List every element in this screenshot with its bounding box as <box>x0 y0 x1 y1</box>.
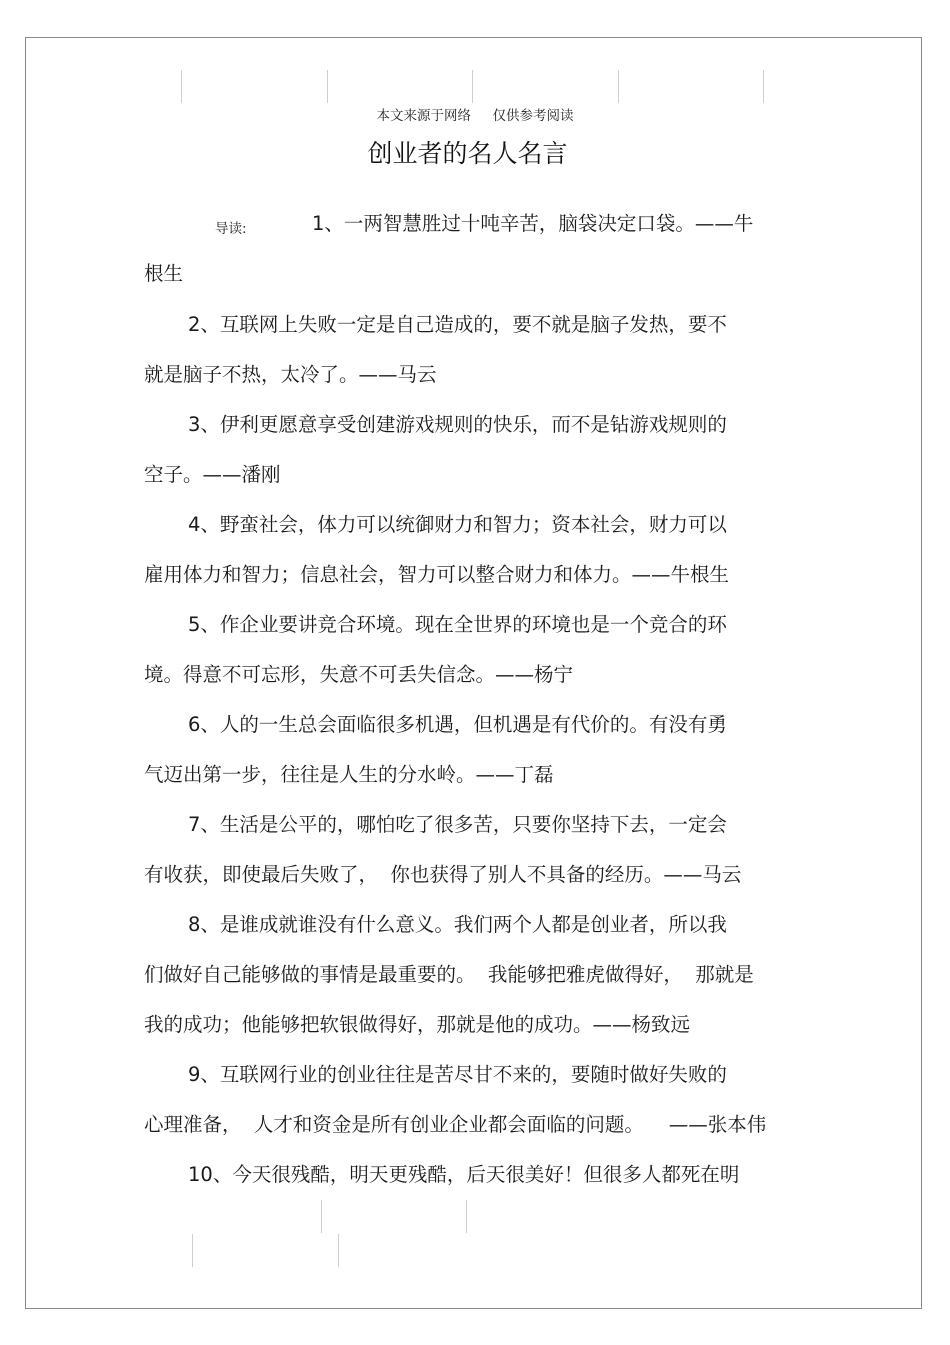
body-line: 10、今天很残酷，明天更残酷，后天很美好！但很多人都死在明 <box>188 1163 740 1186</box>
source-note: 本文来源于网络 仅供参考阅读 <box>376 108 574 124</box>
body-line: 5、作企业要讲竞合环境。现在全世界的环境也是一个竞合的环 <box>188 613 727 636</box>
body-line: 就是脑子不热，太冷了。——马云 <box>144 363 437 386</box>
body-line: 空子。——潘刚 <box>144 463 281 486</box>
body-line: 们做好自己能够做的事情是最重要的。 我能够把雅虎做得好， 那就是 <box>144 963 754 986</box>
top-tick-mark <box>472 70 473 103</box>
bottom-tick-mark <box>192 1234 193 1267</box>
body-line: 有收获，即使最后失败了， 你也获得了别人不具备的经历。——马云 <box>144 863 742 886</box>
top-tick-mark <box>181 70 182 103</box>
body-line: 9、互联网行业的创业往往是苦尽甘不来的，要随时做好失败的 <box>188 1063 727 1086</box>
body-line: 心理准备， 人才和资金是所有创业企业都会面临的问题。 ——张本伟 <box>144 1113 767 1136</box>
body-line: 4、野蛮社会，体力可以统御财力和智力；资本社会，财力可以 <box>188 513 727 536</box>
body-line: 1、一两智慧胜过十吨辛苦，脑袋决定口袋。——牛 <box>312 212 754 235</box>
intro-label: 导读: <box>215 221 247 237</box>
body-line: 6、人的一生总会面临很多机遇，但机遇是有代价的。有没有勇 <box>188 713 727 736</box>
top-tick-mark <box>327 70 328 103</box>
body-line: 2、互联网上失败一定是自己造成的，要不就是脑子发热，要不 <box>188 313 727 336</box>
body-line: 我的成功；他能够把软银做得好，那就是他的成功。——杨致远 <box>144 1013 691 1036</box>
body-line: 3、伊利更愿意享受创建游戏规则的快乐，而不是钻游戏规则的 <box>188 413 727 436</box>
bottom-tick-mark <box>466 1200 467 1233</box>
bottom-tick-mark <box>321 1200 322 1233</box>
body-line: 境。得意不可忘形，失意不可丢失信念。——杨宁 <box>144 663 574 686</box>
body-line: 7、生活是公平的，哪怕吃了很多苦，只要你坚持下去，一定会 <box>188 813 727 836</box>
page-title: 创业者的名人名言 <box>367 139 568 168</box>
top-tick-mark <box>618 70 619 103</box>
body-line: 雇用体力和智力；信息社会，智力可以整合财力和体力。——牛根生 <box>144 563 730 586</box>
body-line: 根生 <box>144 262 184 285</box>
bottom-tick-mark <box>338 1234 339 1267</box>
top-tick-mark <box>763 70 764 103</box>
body-line: 8、是谁成就谁没有什么意义。我们两个人都是创业者，所以我 <box>188 913 727 936</box>
body-line: 气迈出第一步，往往是人生的分水岭。——丁磊 <box>144 763 554 786</box>
